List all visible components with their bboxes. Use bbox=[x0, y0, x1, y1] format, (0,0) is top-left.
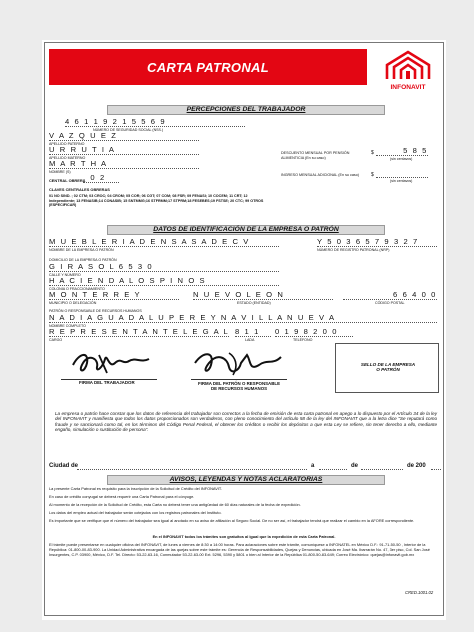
worker-section-title: PERCEPCIONES DEL TRABAJADOR bbox=[107, 105, 385, 115]
ciudad-label: Ciudad de bbox=[49, 463, 79, 469]
cargo-label: CARGO bbox=[49, 338, 63, 342]
form-code: CRED.1001.02 bbox=[405, 590, 434, 595]
responsable-nombre-label: NOMBRE COMPLETO bbox=[49, 324, 86, 328]
worker-signature-label: FIRMA DEL TRABAJADOR bbox=[79, 380, 135, 385]
cargo-field[interactable]: R E P R E S E N T A N T E L E G A L bbox=[49, 327, 229, 336]
codigo-postal-field[interactable]: 6 6 4 0 0 bbox=[343, 290, 437, 300]
codigo-postal-label: CÓDIGO POSTAL bbox=[375, 301, 405, 305]
municipio-label: MUNICIPIO O DELEGACIÓN bbox=[49, 301, 97, 305]
claves-title: CLAVES CENTRALES OBRERAS bbox=[49, 187, 110, 192]
note-4: Los datos del empleo actual del trabajador serán cotejados con los registros patronales del Instituto. bbox=[49, 510, 222, 515]
central-obrera-field[interactable]: . 0 2 bbox=[83, 173, 119, 183]
worker-signature-image bbox=[69, 343, 153, 379]
colonia-field[interactable]: H A C I E N D A L O S P I N O S bbox=[49, 276, 279, 286]
ingreso-label: INGRESO MENSUAL ADICIONAL (En su caso) bbox=[281, 173, 360, 177]
employer-signature-label: FIRMA DEL PATRÓN O RESPONSABLE DE RECURSOS HUMANOS bbox=[197, 381, 281, 392]
empresa-nombre-field[interactable]: M U E B L E R I A D E N S A S A D E C V bbox=[49, 237, 279, 247]
telefono-label: TELÉFONO bbox=[293, 338, 313, 342]
municipio-field[interactable]: M O N T E R R E Y bbox=[49, 290, 179, 300]
nombre-label: NOMBRE (S) bbox=[49, 170, 71, 174]
contact-info: El trámite puede presentarse en cualquier oficina del INFONAVIT, de lunes a viernes de 8:30 a 14:00 horas. Para aclaraciones sobre este trámite, comuníquese a INFONATEL en México D.F.: 91-71-50-50 , Interior de la República: 01-800-00-83-900. La Unidad Administrativa encargada de las quejas sobre este trámite es: Gerencia de Responsabilidades, Quejas y Denuncias, ubicada en José Ma. Ibarrarán No. 47, 3er piso, Col. San José Insurgentes, C.P. 03900, México, D.F. Tel. Directo: 53-22-63-16, Conmutador 53-22-63-00 Ext. 5296, 5390 y 5801 o bien al Interior de la República 01-800-50-83-649; Correo Electrónico: quejas@infonavit.gob.mx bbox=[49, 542, 430, 557]
infonavit-logo bbox=[375, 47, 441, 91]
registro-patronal-label: NÚMERO DE REGISTRO PATRONAL (NRP) bbox=[317, 248, 390, 252]
nss-field[interactable]: 4 6 1 1 9 2 1 5 5 6 9 bbox=[65, 117, 245, 127]
employer-signature-image bbox=[189, 345, 285, 379]
central-obrera-label: CENTRAL OBRERA bbox=[49, 178, 86, 183]
calle-label: CALLE Y NÚMERO bbox=[49, 273, 81, 277]
claves-text: 01 NO SIND. ; 02 CTM; 03 CROC; 04 CROM; 05 COR; 06 CGT; 07 COM; 08 FSR; 09 FENASI; 10 COCEM; 11 CRT; 12 Independiente; 13 FENASIB;14 CONASIB; 15 SNTMMG;16 STFRMM;17 STPRM;18 FESEBES;19 FSTSE; 20 CTC; 99 OTROS (ESPECIFICAR) bbox=[49, 194, 264, 208]
descuento-field[interactable]: 5 8 5 bbox=[376, 146, 428, 156]
descuento-centavos-label: (sin centavos) bbox=[390, 157, 413, 161]
document-page bbox=[42, 40, 446, 620]
empresa-nombre-label: NOMBRE DE LA EMPRESA O PATRÓN bbox=[49, 248, 114, 252]
nss-label: NÚMERO DE SEGURIDAD SOCIAL (NSS.) bbox=[93, 128, 164, 132]
calle-field[interactable]: G I R A S O L 6 5 3 0 bbox=[49, 262, 279, 272]
descuento-label: DESCUENTO MENSUAL POR PENSIÓN ALIMENTICIA (En su caso) bbox=[281, 151, 350, 160]
responsable-label: PATRÓN O RESPONSABLE DE RECURSOS HUMANOS bbox=[49, 309, 142, 313]
declaration-text: La empresa o patrón hace constar que los datos de referencia del trabajador son correctos a la fecha de emisión de esta carta patronal en apego a lo dispuesto por el Artículo 34 de la ley del INFONAVIT y manifiesta que todos los datos proporcionados son verdaderos, con pleno conocimiento del artículo 58 de la ley del INFONAVIT que a la letra dice "Se reputará como fraude y se sancionará como tal, en los términos del Código Penal Federal, el obtener los créditos o recibir los depósitos a que esta Ley se refiere, sin tener derecho a ello, mediante engaño, simulación o sustitución de persona". bbox=[55, 411, 437, 433]
note-2: En caso de crédito conyugal se deberá requerir una Carta Patronal para el cónyuge. bbox=[49, 494, 195, 499]
colonia-label: COLONIA O FRACCIONAMIENTO bbox=[49, 287, 105, 291]
anio-label: de 200 bbox=[407, 463, 426, 469]
note-5: Es importante que se verifique que el número del trabajador sea igual al anotado en su aviso de afiliación al Seguro Social. De no ser así, el trabajador tendrá que realizar el cambio en la AFORE correspondiente. bbox=[49, 518, 415, 523]
mes-field[interactable] bbox=[361, 460, 403, 470]
note-1: La presente Carta Patronal es requisito para la inscripción de la Solicitud de Crédito del INFONAVIT. bbox=[49, 486, 222, 491]
registro-patronal-field[interactable]: Y 5 0 3 6 5 7 9 3 2 7 bbox=[317, 237, 437, 247]
apellido-materno-field[interactable]: U R R U T I A bbox=[49, 145, 199, 155]
responsable-field[interactable]: N A D I A G U A D A L U P E R E Y N A V I L L A N U E V A bbox=[49, 313, 437, 323]
estado-field[interactable]: N U E V O L E O N bbox=[193, 290, 333, 300]
ingreso-centavos-label: (sin centavos) bbox=[390, 179, 413, 183]
form-title-banner bbox=[49, 49, 367, 85]
free-services-note: En el INFONAVIT todos los trámites son gratuitos al igual que la expedición de esta Carta Patronal. bbox=[152, 534, 336, 539]
estado-label: ESTADO (ENTIDAD) bbox=[237, 301, 271, 305]
de-label: de bbox=[351, 463, 359, 469]
ingreso-field[interactable] bbox=[376, 168, 428, 178]
domicilio-label: DOMICILIO DE LA EMPRESA O PATRÓN bbox=[49, 258, 117, 262]
dia-field[interactable] bbox=[319, 460, 347, 470]
employer-section-title: DATOS DE IDENTIFICACIÓN DE LA EMPRESA O PATRÓN bbox=[107, 225, 385, 235]
lada-label: LADA bbox=[245, 338, 255, 342]
apellido-materno-label: APELLIDO MATERNO bbox=[49, 156, 86, 160]
seal-label: SELLO DE LA EMPRESA O PATRÓN bbox=[360, 362, 416, 373]
notes-section-title: AVISOS, LEYENDAS Y NOTAS ACLARATORIAS bbox=[107, 475, 385, 485]
company-seal-box[interactable] bbox=[335, 343, 439, 393]
telefono-field[interactable]: 0 1 9 8 2 0 0 bbox=[275, 327, 353, 337]
lada-field[interactable]: 8 1 1 bbox=[235, 327, 271, 337]
anio-field[interactable] bbox=[431, 460, 441, 470]
form-title: CARTA PATRONAL bbox=[147, 59, 269, 75]
descuento-currency: $ bbox=[371, 150, 374, 156]
nombre-field[interactable]: M A R T H A bbox=[49, 159, 199, 169]
apellido-paterno-label: APELLIDO PATERNO bbox=[49, 142, 85, 146]
ciudad-field[interactable] bbox=[77, 460, 307, 470]
a-label: a bbox=[311, 463, 315, 469]
brand-name: INFONAVIT bbox=[390, 84, 426, 91]
ingreso-currency: $ bbox=[371, 172, 374, 178]
note-3: Al momento de la recepción de la Solicitud de Crédito, esta Carta no deberá tener una antigüedad de 60 días naturales de la fecha de expedición. bbox=[49, 502, 301, 507]
apellido-paterno-field[interactable]: V A Z Q U E Z bbox=[49, 131, 199, 141]
form-sheet bbox=[44, 42, 444, 616]
house-logo-icon bbox=[375, 47, 441, 83]
